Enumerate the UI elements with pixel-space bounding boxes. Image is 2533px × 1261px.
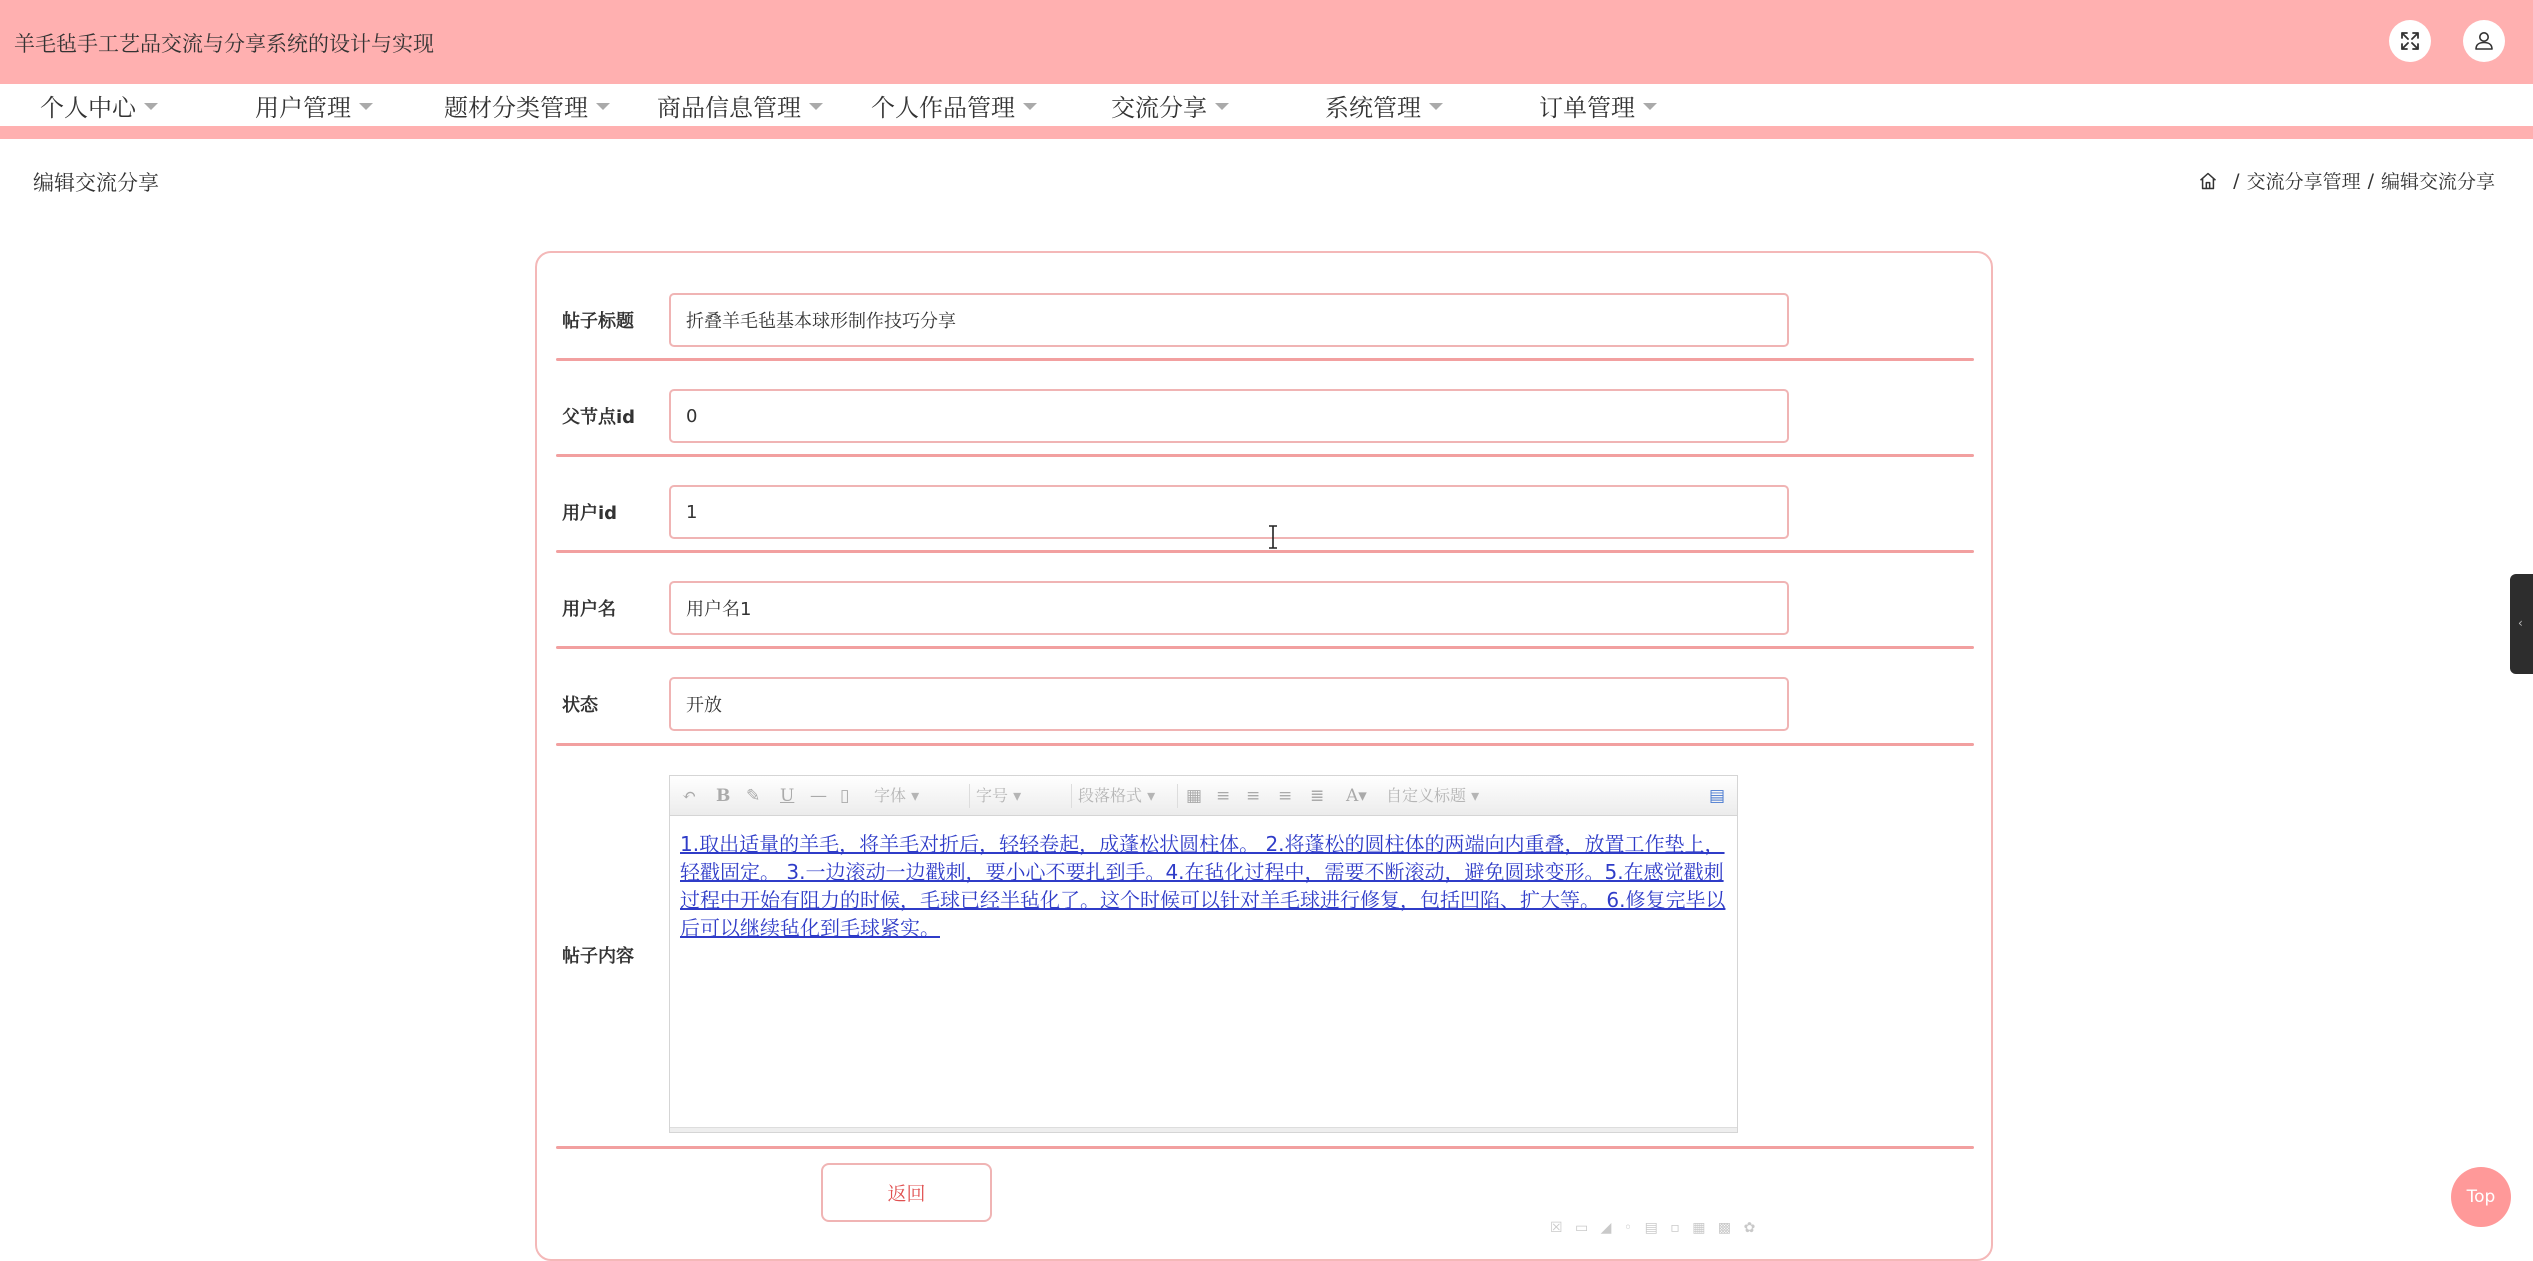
nav-label: 个人中心 bbox=[40, 93, 136, 122]
text-cursor-icon bbox=[1268, 525, 1278, 549]
side-panel-toggle[interactable] bbox=[2510, 574, 2533, 674]
font-family-select[interactable]: 字体 ▾ bbox=[874, 784, 970, 808]
font-family-select-label: 字体 bbox=[874, 786, 907, 805]
breadcrumb bbox=[2198, 167, 2495, 194]
breadcrumb-item-sharing-management[interactable]: 交流分享管理 bbox=[2246, 171, 2361, 193]
caret-down-icon bbox=[1023, 103, 1037, 110]
nav-item-product-management[interactable] bbox=[657, 90, 823, 120]
table-icon[interactable]: ▦ bbox=[1186, 786, 1203, 806]
custom-title-select-label: 自定义标题 bbox=[1386, 786, 1467, 805]
nav-label: 个人作品管理 bbox=[871, 93, 1015, 122]
breadcrumb-separator: / bbox=[2233, 169, 2240, 192]
undo-icon[interactable]: ↶ bbox=[682, 786, 697, 806]
parent-id-label: 父节点id bbox=[562, 407, 636, 428]
custom-title-select[interactable]: 自定义标题 ▾ bbox=[1386, 786, 1480, 805]
clear-format-icon[interactable]: ▯ bbox=[840, 786, 850, 806]
editor-toolbar bbox=[670, 776, 1737, 816]
post-content-text[interactable]: 1.取出适量的羊毛，将羊毛对折后，轻轻卷起，成蓬松状圆柱体。 2.将蓬松的圆柱体的两端向内重叠，放置工作垫上，轻戳固定。 3.一边滚动一边戳刺，要小心不要扎到手。4.在毡化过程中，需要不断滚动，避免圆球变形。5.在感觉戳刺过程中开始有阻力的时候，毛球已经半毡化了。这个时候可以针对羊毛球进行修复，包括凹陷、扩大等。 6.修复完毕以后可以继续毡化到毛球紧实。 bbox=[680, 832, 1726, 940]
post-title-input[interactable] bbox=[669, 293, 1789, 347]
home-icon[interactable] bbox=[2198, 171, 2218, 191]
breadcrumb-separator: / bbox=[2367, 169, 2374, 192]
bold-icon[interactable]: B bbox=[716, 786, 731, 806]
align-center-icon[interactable]: ≡ bbox=[1278, 786, 1293, 806]
nav-item-system-management[interactable] bbox=[1325, 90, 1443, 120]
username-label: 用户名 bbox=[562, 599, 616, 620]
editor-shortcut-toolbar: ☒ ▭ ◢ ◦ ▤ ▫ ▦ ▩ ✿ bbox=[1550, 1220, 1760, 1236]
fullscreen-button[interactable] bbox=[2389, 20, 2431, 62]
nav-item-order-management[interactable] bbox=[1539, 90, 1657, 120]
caret-down-icon bbox=[1429, 103, 1443, 110]
horizontal-rule-icon[interactable]: — bbox=[810, 786, 827, 806]
nav-label: 题材分类管理 bbox=[444, 93, 588, 122]
font-color-icon[interactable]: A▾ bbox=[1346, 786, 1367, 806]
row-divider bbox=[556, 454, 1974, 457]
breadcrumb-item-edit-sharing: 编辑交流分享 bbox=[2380, 171, 2495, 193]
status-input[interactable] bbox=[669, 677, 1789, 731]
row-divider bbox=[556, 358, 1974, 361]
page-title: 编辑交流分享 bbox=[33, 171, 159, 195]
user-id-input[interactable] bbox=[669, 485, 1789, 539]
align-left-icon[interactable]: ≡ bbox=[1216, 786, 1231, 806]
font-color-letter: A bbox=[1346, 786, 1359, 806]
nav-label: 订单管理 bbox=[1539, 93, 1635, 122]
paragraph-format-select[interactable]: 段落格式 ▾ bbox=[1078, 784, 1178, 808]
caret-down-icon bbox=[809, 103, 823, 110]
font-size-select-label: 字号 bbox=[976, 786, 1009, 805]
caret-down-icon bbox=[1643, 103, 1657, 110]
nav-item-category-management[interactable] bbox=[444, 90, 610, 120]
caret-down-icon bbox=[1215, 103, 1229, 110]
row-divider bbox=[556, 646, 1974, 649]
paragraph-format-select-label: 段落格式 bbox=[1078, 786, 1143, 805]
nav-label: 商品信息管理 bbox=[657, 93, 801, 122]
html-source-icon[interactable]: ▤ bbox=[1709, 786, 1726, 806]
nav-label: 用户管理 bbox=[255, 93, 351, 122]
row-divider bbox=[556, 1146, 1974, 1149]
editor-resize-bar[interactable] bbox=[670, 1127, 1737, 1132]
status-label: 状态 bbox=[562, 695, 598, 716]
nav-item-works-management[interactable] bbox=[871, 90, 1037, 120]
format-brush-icon[interactable]: ✎ bbox=[746, 786, 761, 806]
post-content-label: 帖子内容 bbox=[562, 946, 634, 967]
post-title-label: 帖子标题 bbox=[562, 311, 634, 332]
user-profile-button[interactable] bbox=[2463, 20, 2505, 62]
user-id-label: 用户id bbox=[562, 503, 618, 524]
scroll-to-top-button[interactable]: Top bbox=[2451, 1167, 2511, 1227]
underline-icon[interactable]: U bbox=[780, 786, 795, 806]
rich-text-editor bbox=[669, 775, 1738, 1133]
align-justify-icon[interactable]: ≣ bbox=[1310, 786, 1325, 806]
nav-item-user-management[interactable] bbox=[255, 90, 373, 120]
chevron-left-icon: ‹ bbox=[2518, 616, 2523, 630]
main-nav bbox=[0, 84, 2533, 126]
row-divider bbox=[556, 743, 1974, 746]
nav-label: 系统管理 bbox=[1325, 93, 1421, 122]
app-title: 羊毛毡手工艺品交流与分享系统的设计与实现 bbox=[14, 32, 434, 56]
nav-divider bbox=[0, 126, 2533, 139]
nav-item-personal-center[interactable] bbox=[40, 90, 158, 120]
font-size-select[interactable]: 字号 ▾ bbox=[976, 784, 1072, 808]
back-button[interactable]: 返回 bbox=[821, 1163, 992, 1222]
parent-id-input[interactable] bbox=[669, 389, 1789, 443]
align-right-icon[interactable]: ≡ bbox=[1246, 786, 1261, 806]
nav-item-sharing[interactable] bbox=[1111, 90, 1229, 120]
caret-down-icon bbox=[596, 103, 610, 110]
nav-label: 交流分享 bbox=[1111, 93, 1207, 122]
row-divider bbox=[556, 550, 1974, 553]
expand-icon bbox=[2398, 29, 2422, 53]
top-header bbox=[0, 0, 2533, 84]
user-icon bbox=[2472, 29, 2496, 53]
caret-down-icon bbox=[359, 103, 373, 110]
username-input[interactable] bbox=[669, 581, 1789, 635]
caret-down-icon bbox=[144, 103, 158, 110]
